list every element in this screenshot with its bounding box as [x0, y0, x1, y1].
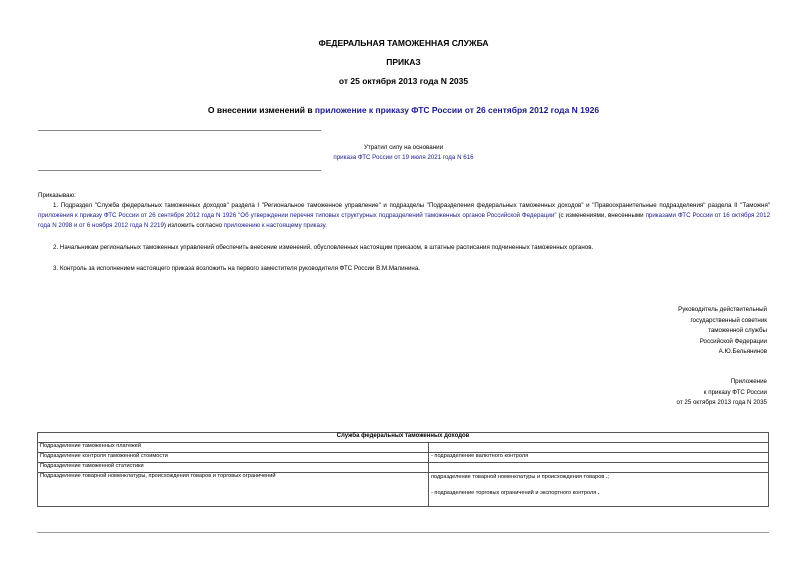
p1-text: 1. Подраздел "Служба федеральных таможенных доходов" раздела I "Региональное таможенное управление" и подразделы "Подразделения федеральных таможенных доходов" и "Правоохранительные подразделения" раздела II "Таможня"	[53, 202, 770, 209]
title-prefix: О внесении изменений в	[207, 105, 315, 115]
document-title	[0, 105, 807, 115]
table-row	[38, 453, 769, 463]
table-cell	[429, 443, 769, 453]
divider	[38, 170, 321, 171]
structure-table	[37, 432, 769, 507]
signature-block	[678, 305, 767, 358]
signature-line: Российской Федерации	[699, 337, 767, 345]
divider	[38, 130, 321, 131]
status-line: Утратил силу на основании	[363, 144, 444, 151]
table-row	[38, 463, 769, 473]
paragraph-3: 3. Контроль за исполнением настоящего приказа возложить на первого заместителя руководителя ФТС России В.М.Малинина.	[53, 265, 421, 272]
status-note	[0, 143, 807, 163]
table-row	[38, 473, 769, 507]
table-cell-text: подразделение товарной номенклатуры и происхождения товаров	[431, 474, 605, 480]
p1-link-appendix[interactable]: приложения к приказу ФТС России от 26 сентября 2012 года N 1926 "Об утверждении перечня типовых структурных подразделений таможенных органов Российской Федерации"	[38, 212, 557, 219]
signature-line: Руководитель действительный	[678, 306, 767, 313]
title-link[interactable]: приложение к приказу ФТС России от 26 сентября 2012 года N 1926	[314, 105, 600, 115]
table-row	[38, 443, 769, 453]
table-cell: Подразделение таможенных платежей	[38, 443, 429, 453]
document-type: ПРИКАЗ	[386, 57, 421, 67]
paragraph-1	[38, 201, 770, 231]
signature-line: государственный советник	[690, 316, 767, 324]
signature-line: таможенной службы	[708, 327, 767, 334]
signature-name: А.Ю.Бельянинов	[718, 348, 767, 355]
p1-link-annex[interactable]: приложению к настоящему приказу	[223, 222, 326, 229]
p1-text: ) изложить согласно	[163, 222, 224, 229]
appendix-line: к приказу ФТС России	[703, 388, 767, 396]
intro-text: Приказываю:	[38, 192, 76, 199]
appendix-line: Приложение	[730, 378, 767, 385]
bottom-divider	[37, 532, 769, 533]
table-cell	[429, 463, 769, 473]
p1-text: .	[325, 222, 327, 229]
agency-name: ФЕДЕРАЛЬНАЯ ТАМОЖЕННАЯ СЛУЖБА	[318, 38, 489, 48]
table-cell: подразделение товарной номенклатуры и происхождения товаров .; - подразделение торговых ограничений и экспортного контроля .	[429, 473, 769, 507]
appendix-heading	[677, 377, 767, 409]
appendix-line: от 25 октября 2013 года N 2035	[676, 399, 767, 406]
table-header: Служба федеральных таможенных доходов	[38, 433, 769, 443]
document-date: от 25 октября 2013 года N 2035	[338, 76, 469, 86]
p1-link-orders[interactable]: приказами ФТС России от 16 октября 2012 года N 2098 и от 6 ноября 2012 года N 2219	[38, 212, 771, 229]
table-cell-text: - подразделение торговых ограничений и экспортного контроля	[431, 490, 597, 496]
p1-text: (с изменениями, внесенными	[556, 212, 646, 219]
paragraph-2: 2. Начальникам региональных таможенных управлений обеспечить внесение изменений, обусловленных настоящим приказом, в штатные расписания подчиненных таможенных органов.	[53, 244, 594, 251]
table-cell: Подразделение товарной номенклатуры, происхождения товаров и торговых ограничений	[38, 473, 429, 507]
status-link[interactable]: приказа ФТС России от 19 июля 2021 года N 616	[333, 154, 474, 161]
table-cell: Подразделение таможенной статистики	[38, 463, 429, 473]
table-cell: - подразделение валютного контроля	[429, 453, 769, 463]
table-header-row	[38, 433, 769, 443]
table-cell: Подразделение контроля таможенной стоимости	[38, 453, 429, 463]
